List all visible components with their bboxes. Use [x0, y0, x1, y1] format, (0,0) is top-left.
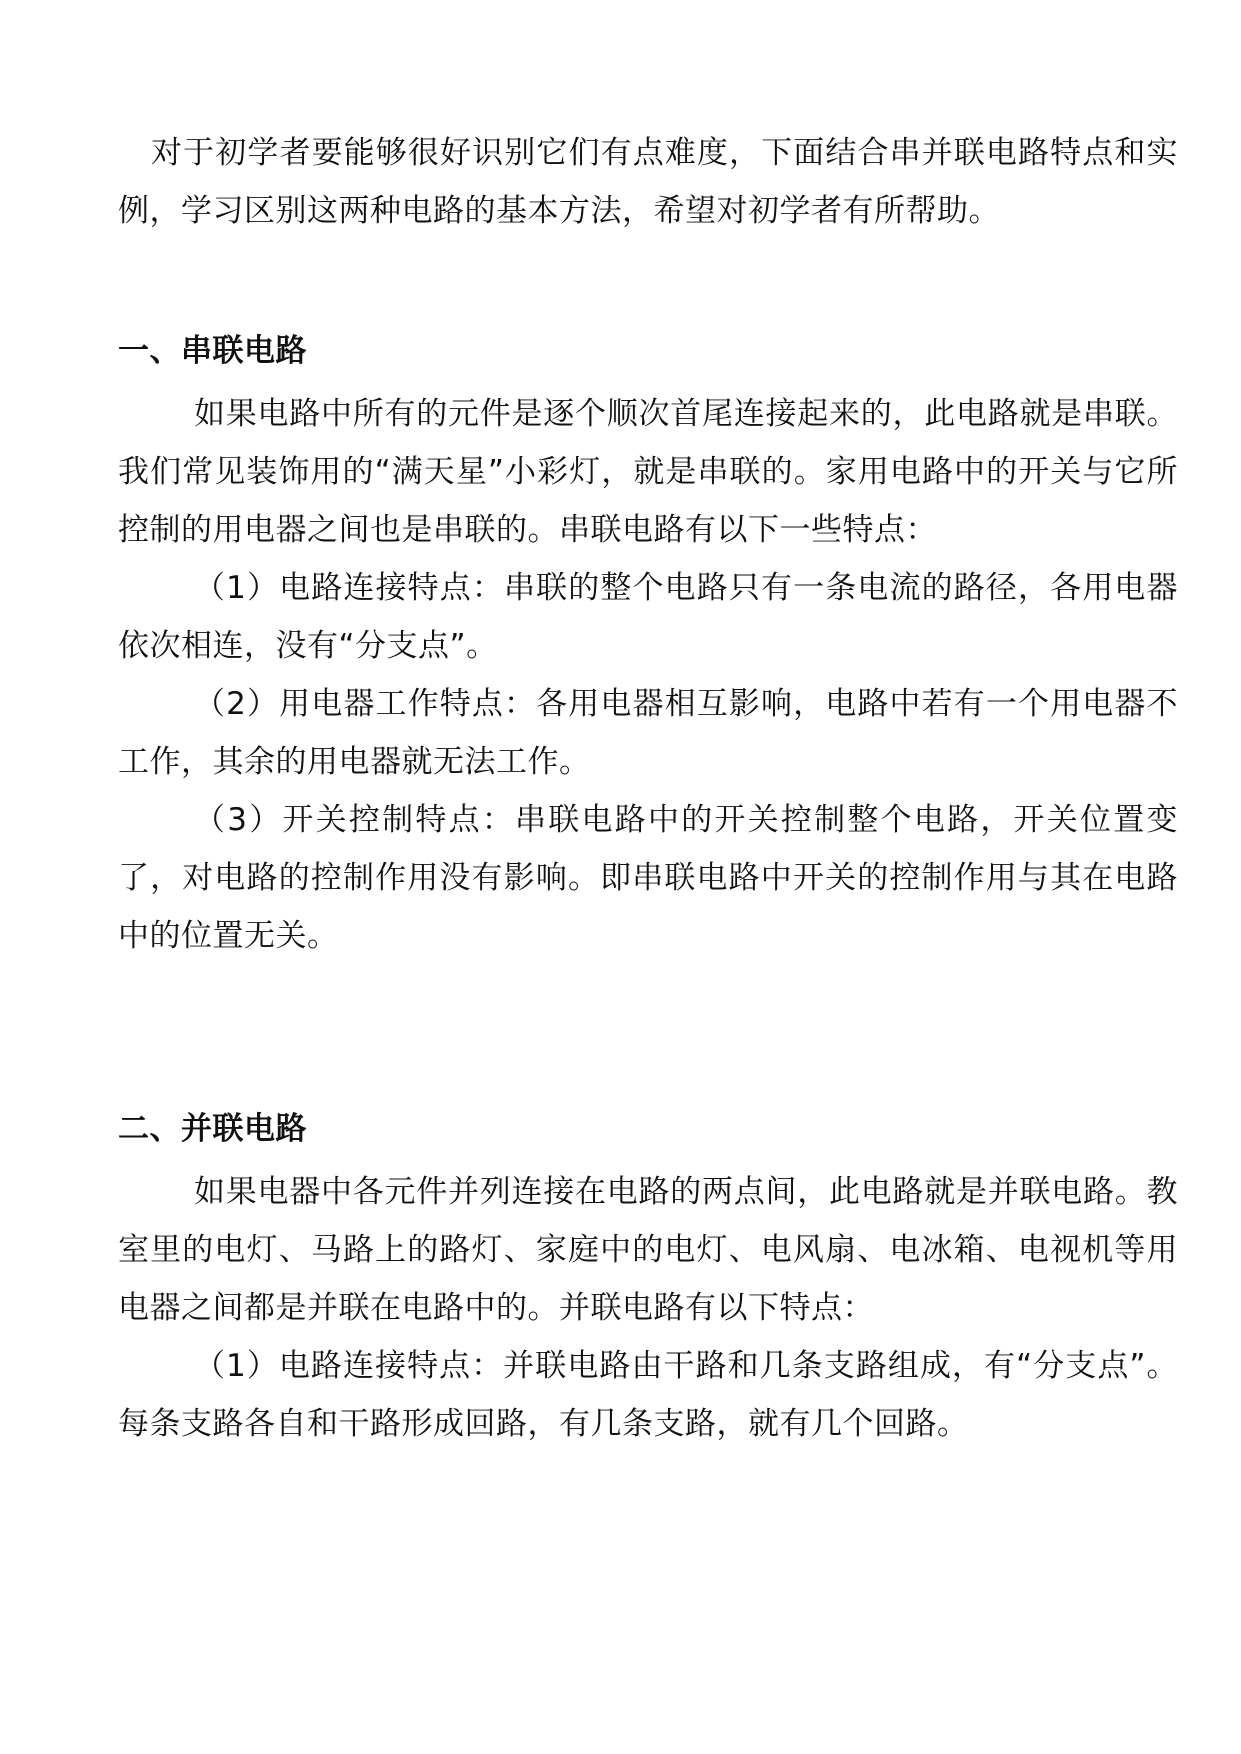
intro-block	[118, 124, 1178, 240]
section-series-body	[118, 385, 1178, 965]
section-heading-parallel: 二、并联电路	[118, 1111, 307, 1147]
parallel-definition-paragraph: 如果电器中各元件并列连接在电路的两点间，此电路就是并联电路。教室里的电灯、马路上的路灯、家庭中的电灯、电风扇、电冰箱、电视机等用电器之间都是并联在电路中的。并联电路有以下特点：	[118, 1174, 1178, 1326]
series-definition-paragraph: 如果电路中所有的元件是逐个顺次首尾连接起来的，此电路就是串联。我们常见装饰用的“满天星”小彩灯，就是串联的。家用电路中的开关与它所控制的用电器之间也是串联的。串联电路有以下一些特点：	[118, 396, 1178, 548]
series-feature-connection: （1）电路连接特点：串联的整个电路只有一条电流的路径，各用电器依次相连，没有“分支点”。	[118, 570, 1178, 664]
parallel-feature-connection: （1）电路连接特点：并联电路由干路和几条支路组成，有“分支点”。每条支路各自和干路形成回路，有几条支路，就有几个回路。	[118, 1348, 1178, 1442]
series-feature-appliance: （2）用电器工作特点：各用电器相互影响，电路中若有一个用电器不工作，其余的用电器就无法工作。	[118, 686, 1178, 780]
section-heading-series: 一、串联电路	[118, 333, 307, 369]
intro-paragraph: 对于初学者要能够很好识别它们有点难度，下面结合串并联电路特点和实例，学习区别这两种电路的基本方法，希望对初学者有所帮助。	[118, 135, 1178, 229]
series-feature-switch: （3）开关控制特点：串联电路中的开关控制整个电路，开关位置变了，对电路的控制作用没有影响。即串联电路中开关的控制作用与其在电路中的位置无关。	[118, 802, 1178, 954]
section-parallel-body	[118, 1163, 1178, 1453]
